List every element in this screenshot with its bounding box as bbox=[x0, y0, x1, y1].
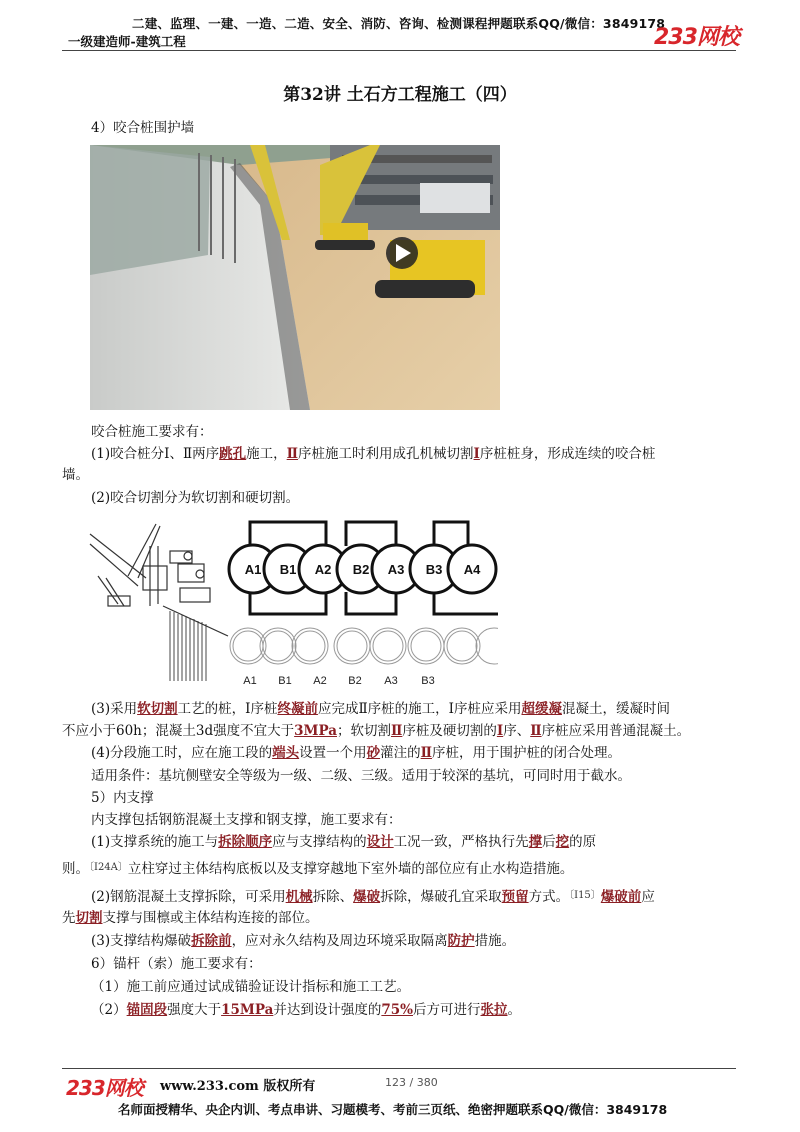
bottom-label: B1 bbox=[278, 675, 292, 687]
section-5-intro: 内支撑包括钢筋混凝土支撑和钢支撑，施工要求有： bbox=[91, 812, 402, 828]
circle-label: A1 bbox=[244, 562, 262, 577]
circle-label: A2 bbox=[314, 562, 332, 577]
header-contact-line: 二建、监理、一建、一造、二造、安全、消防、咨询、检测课程押题联系QQ/微信：3849178 bbox=[132, 16, 666, 31]
item-4: (4)分段施工时，应在施工段的端头设置一个用砂灌注的Ⅱ序桩，用于围护桩的闭合处理。 bbox=[91, 745, 622, 761]
secant-pile-diagram bbox=[88, 516, 498, 688]
circle-label: B2 bbox=[352, 562, 370, 577]
item-1-line-2: 墙。 bbox=[62, 467, 89, 483]
bottom-label: A2 bbox=[313, 675, 327, 687]
circle-label: B1 bbox=[279, 562, 297, 577]
footer-divider bbox=[62, 1068, 736, 1069]
footer-contact-line: 名师面授精华、央企内训、考点串讲、习题模考、考前三页纸、绝密押题联系QQ/微信：3849178 bbox=[118, 1102, 668, 1117]
item-1-line-1: (1)咬合桩分Ⅰ、Ⅱ两序跳孔施工，Ⅱ序桩施工时利用成孔机械切割Ⅰ序桩桩身，形成连续的咬合桩 bbox=[91, 446, 656, 462]
applicable-conditions: 适用条件：基坑侧壁安全等级为一级、二级、三级。适用于较深的基坑，可同时用于截水。 bbox=[91, 768, 631, 784]
brand-logo-bottom: 233网校 bbox=[66, 1076, 143, 1100]
page-number: 123 / 380 bbox=[385, 1076, 438, 1089]
circle-label: A4 bbox=[463, 562, 481, 577]
brand-logo-top: 233网校 bbox=[654, 25, 739, 50]
s6-item-1: （1）施工前应通过试成锚验证设计指标和施工工艺。 bbox=[91, 979, 411, 995]
bottom-label: A1 bbox=[243, 675, 257, 687]
construction-scene-image bbox=[90, 145, 500, 410]
s5-item-2-line-2: 先切割支撑与围檩或主体结构连接的部位。 bbox=[62, 910, 319, 926]
s5-item-2-line-1: (2)钢筋混凝土支撑拆除，可采用机械拆除、爆破拆除，爆破孔宜采取预留方式。$^{〔Ⅰ15〕}$爆破前应 bbox=[91, 889, 655, 905]
construction-video[interactable] bbox=[90, 145, 500, 410]
section-heading-6: 6）锚杆（索）施工要求有： bbox=[91, 956, 262, 972]
bottom-label: B2 bbox=[348, 675, 362, 687]
s5-item-1-line-2: 则。$^{〔Ⅰ24A〕}$立柱穿过主体结构底板以及支撑穿越地下室外墙的部位应有止水构造措施。 bbox=[62, 861, 574, 877]
s5-item-1-line-1: (1)支撑系统的施工与拆除顺序应与支撑结构的设计工况一致，严格执行先撑后挖的原 bbox=[91, 834, 597, 850]
item-3-line-2: 不应小于60h；混凝土3d强度不宜大于3MPa；软切割Ⅱ序桩及硬切割的Ⅰ序、Ⅱ序桩应采用普通混凝土。 bbox=[62, 723, 691, 739]
circle-label: B3 bbox=[425, 562, 443, 577]
footer-site: www.233.com 版权所有 bbox=[160, 1079, 316, 1094]
page-title: 第32讲 土石方工程施工（四） bbox=[283, 85, 517, 105]
s6-item-2: （2）锚固段强度大于15MPa并达到设计强度的75%后方可进行张拉。 bbox=[91, 1002, 521, 1018]
item-2: (2)咬合切割分为软切割和硬切割。 bbox=[91, 490, 300, 506]
section-heading-4: 4）咬合桩围护墙 bbox=[91, 120, 195, 136]
header-divider bbox=[62, 50, 736, 51]
s5-item-3: (3)支撑结构爆破拆除前，应对永久结构及周边环境采取隔离防护措施。 bbox=[91, 933, 516, 949]
bottom-label: A3 bbox=[384, 675, 398, 687]
item-3-line-1: (3)采用软切割工艺的桩，Ⅰ序桩终凝前应完成Ⅱ序桩的施工，Ⅰ序桩应采用超缓凝混凝土，缓凝时间 bbox=[91, 701, 670, 717]
header-subject-line: 一级建造师-建筑工程 bbox=[68, 34, 186, 49]
circle-label: A3 bbox=[387, 562, 405, 577]
section-heading-5: 5）内支撑 bbox=[91, 790, 154, 806]
requirements-heading: 咬合桩施工要求有： bbox=[91, 424, 213, 440]
bottom-label: B3 bbox=[421, 675, 435, 687]
